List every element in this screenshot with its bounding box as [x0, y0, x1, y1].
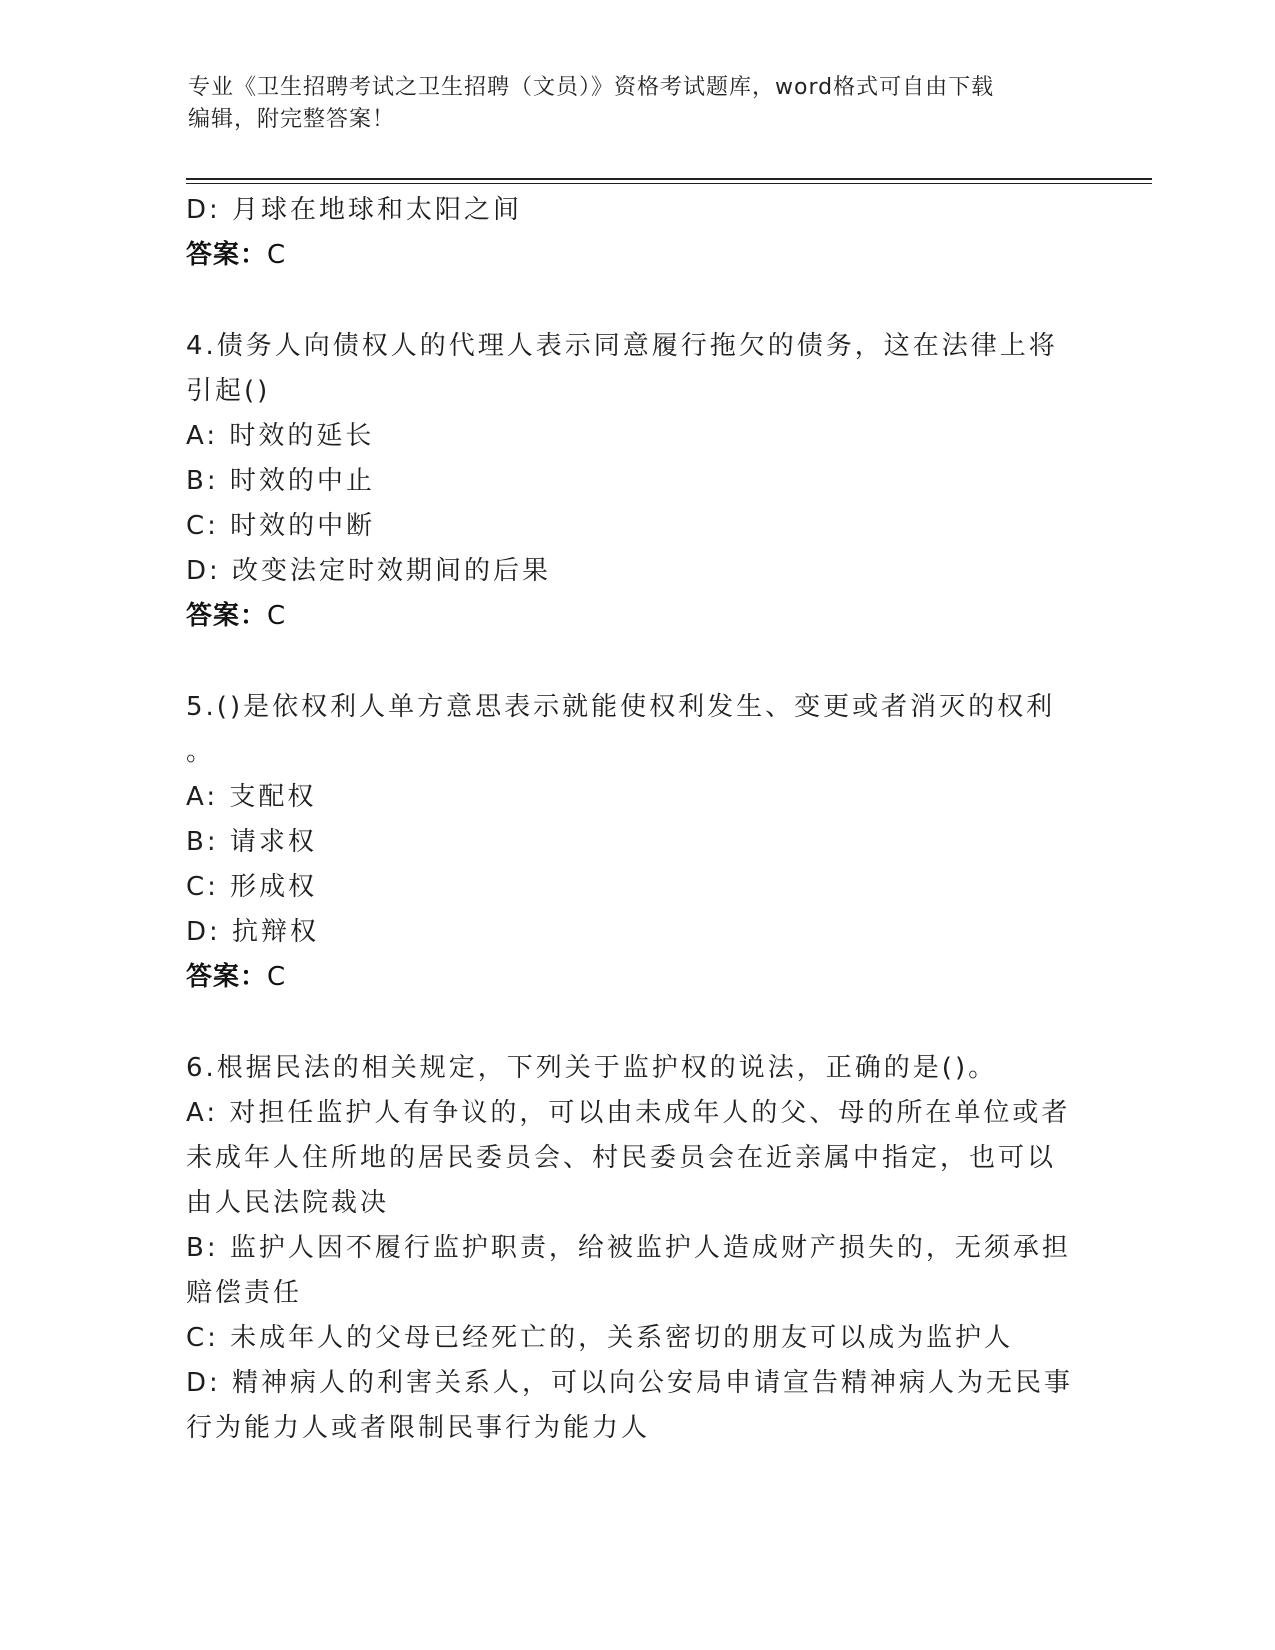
q4-answer-value: C	[267, 601, 287, 631]
q5-option-c: C: 形成权	[186, 872, 318, 902]
q6-option-a-line-2: 未成年人住所地的居民委员会、村民委员会在近亲属中指定，也可以	[186, 1143, 1057, 1173]
q5-answer	[186, 955, 1086, 1000]
q3-answer-label: 答案：	[186, 240, 268, 270]
q6-stem-line-1: 6.根据民法的相关规定，下列关于监护权的说法，正确的是()。	[186, 1053, 998, 1083]
header-rule-thin	[186, 183, 1152, 184]
q4-option-b: B: 时效的中止	[186, 466, 375, 496]
question-content	[186, 188, 1086, 1451]
spacer	[186, 278, 1086, 324]
q5-answer-value: C	[267, 962, 287, 992]
q6-option-a-line-1: A: 对担任监护人有争议的，可以由未成年人的父、母的所在单位或者	[186, 1098, 1071, 1128]
q5-option-d: D: 抗辩权	[186, 917, 320, 947]
question-5	[186, 685, 1086, 1000]
q4-stem-line-1: 4.债务人向债权人的代理人表示同意履行拖欠的债务，这在法律上将	[186, 331, 1058, 361]
q6-option-d-line-1: D: 精神病人的利害关系人，可以向公安局申请宣告精神病人为无民事	[186, 1368, 1074, 1398]
q5-stem-line-2: 。	[186, 737, 216, 767]
question-3-tail	[186, 188, 1086, 278]
q4-option-d: D: 改变法定时效期间的后果	[186, 556, 552, 586]
q6-option-a-line-3: 由人民法院裁决	[186, 1188, 390, 1218]
q3-option-d: D: 月球在地球和太阳之间	[186, 195, 523, 225]
question-6	[186, 1046, 1086, 1451]
q5-option-b: B: 请求权	[186, 827, 317, 857]
header-line-2: 编辑，附完整答案！	[188, 107, 396, 132]
q4-stem-line-2: 引起()	[186, 376, 271, 406]
q4-answer-label: 答案：	[186, 601, 268, 631]
q4-option-c: C: 时效的中断	[186, 511, 376, 541]
header-line-1: 专业《卫生招聘考试之卫生招聘（文员）》资格考试题库，word格式可自由下载	[188, 75, 995, 100]
header-rule-thick	[186, 178, 1152, 180]
q6-option-b-line-2: 赔偿责任	[186, 1278, 303, 1308]
q6-option-d-line-2: 行为能力人或者限制民事行为能力人	[186, 1413, 651, 1443]
q3-answer	[186, 233, 1086, 278]
q5-option-a: A: 支配权	[186, 782, 317, 812]
page-header	[188, 72, 1078, 136]
question-4	[186, 324, 1086, 639]
q5-answer-label: 答案：	[186, 962, 268, 992]
q4-option-a: A: 时效的延长	[186, 421, 375, 451]
q4-answer	[186, 594, 1086, 639]
q6-option-c-line-1: C: 未成年人的父母已经死亡的，关系密切的朋友可以成为监护人	[186, 1323, 1014, 1353]
spacer	[186, 1000, 1086, 1046]
q6-option-b-line-1: B: 监护人因不履行监护职责，给被监护人造成财产损失的，无须承担	[186, 1233, 1071, 1263]
q3-answer-value: C	[267, 240, 287, 270]
q5-stem-line-1: 5.()是依权利人单方意思表示就能使权利发生、变更或者消灭的权利	[186, 692, 1056, 722]
spacer	[186, 639, 1086, 685]
